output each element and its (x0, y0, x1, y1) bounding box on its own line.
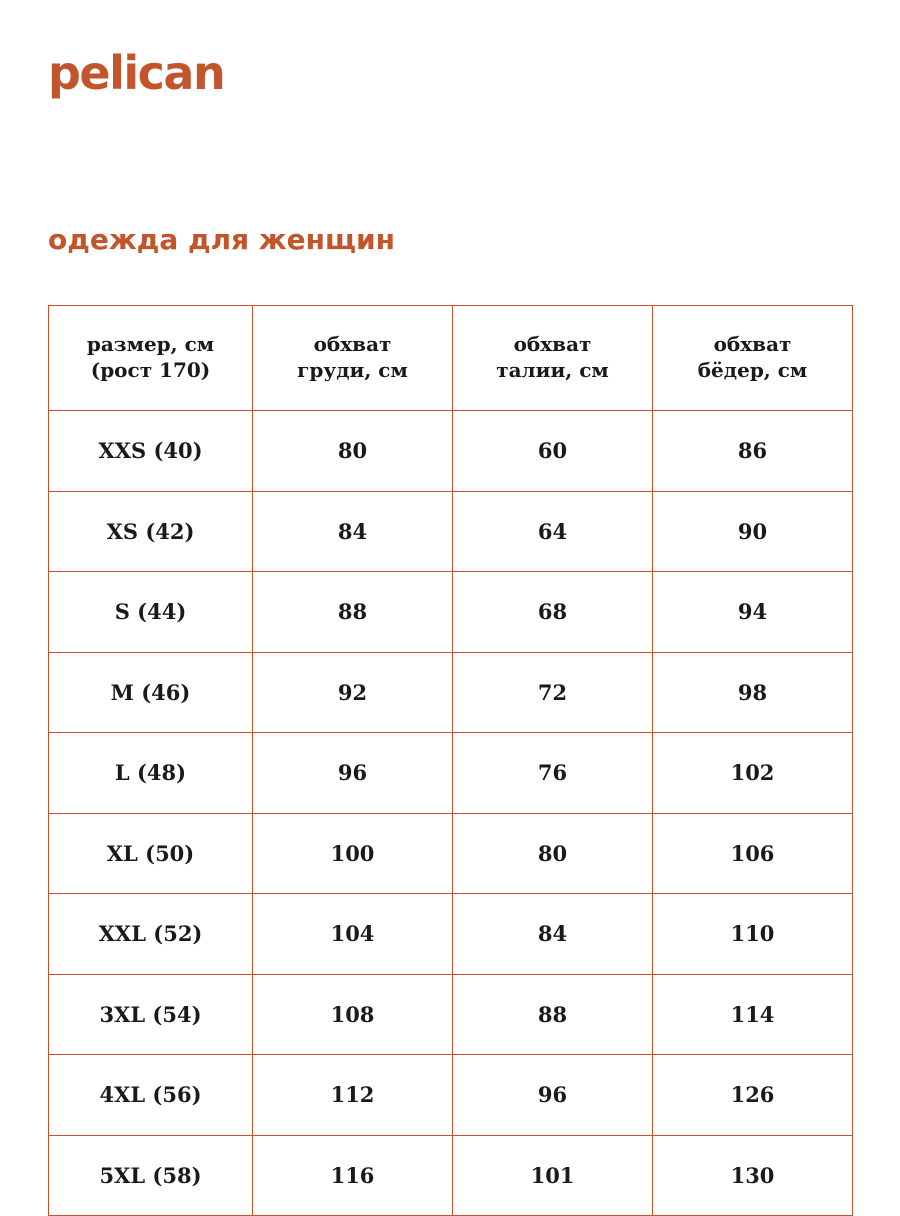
cell-chest: 96 (253, 733, 453, 814)
cell-size: S (44) (49, 572, 253, 653)
cell-waist: 96 (453, 1055, 653, 1136)
cell-size: 3XL (54) (49, 974, 253, 1055)
table-row (49, 974, 853, 1055)
cell-hips: 86 (653, 411, 853, 492)
column-header-size-line1: размер, см (86, 332, 215, 357)
column-header-hips (653, 306, 853, 411)
column-header-chest-line2: груди, см (297, 358, 408, 382)
cell-hips: 90 (653, 491, 853, 572)
column-header-size-line2: (рост 170) (90, 358, 211, 382)
cell-waist: 68 (453, 572, 653, 653)
cell-chest: 112 (253, 1055, 453, 1136)
cell-size: L (48) (49, 733, 253, 814)
cell-waist: 80 (453, 813, 653, 894)
cell-waist: 76 (453, 733, 653, 814)
cell-waist: 60 (453, 411, 653, 492)
table-header (49, 306, 853, 411)
table-row (49, 572, 853, 653)
brand-logo: pelican (48, 46, 225, 100)
cell-hips: 98 (653, 652, 853, 733)
cell-hips: 106 (653, 813, 853, 894)
cell-hips: 102 (653, 733, 853, 814)
cell-size: XS (42) (49, 491, 253, 572)
cell-waist: 72 (453, 652, 653, 733)
cell-chest: 88 (253, 572, 453, 653)
table-row (49, 733, 853, 814)
table-row (49, 652, 853, 733)
cell-waist: 88 (453, 974, 653, 1055)
cell-chest: 104 (253, 894, 453, 975)
size-table (48, 305, 853, 1216)
cell-size: 5XL (58) (49, 1135, 253, 1216)
column-header-hips-line1: обхват (713, 332, 792, 357)
column-header-waist (453, 306, 653, 411)
size-table-container (48, 305, 852, 1216)
cell-size: XL (50) (49, 813, 253, 894)
cell-size: 4XL (56) (49, 1055, 253, 1136)
cell-waist: 84 (453, 894, 653, 975)
cell-chest: 80 (253, 411, 453, 492)
cell-size: XXL (52) (49, 894, 253, 975)
table-row (49, 411, 853, 492)
table-header-row (49, 306, 853, 411)
table-row (49, 894, 853, 975)
table-body (49, 411, 853, 1216)
cell-waist: 64 (453, 491, 653, 572)
cell-chest: 108 (253, 974, 453, 1055)
cell-chest: 92 (253, 652, 453, 733)
column-header-hips-line2: бёдер, см (697, 358, 808, 382)
column-header-chest (253, 306, 453, 411)
cell-hips: 94 (653, 572, 853, 653)
column-header-waist-line1: обхват (513, 332, 592, 357)
cell-hips: 126 (653, 1055, 853, 1136)
cell-hips: 110 (653, 894, 853, 975)
column-header-size (49, 306, 253, 411)
table-row (49, 491, 853, 572)
column-header-waist-line2: талии, см (496, 358, 609, 382)
table-row (49, 1055, 853, 1136)
cell-hips: 114 (653, 974, 853, 1055)
table-row (49, 813, 853, 894)
cell-size: M (46) (49, 652, 253, 733)
page-title: одежда для женщин (48, 223, 395, 256)
cell-chest: 116 (253, 1135, 453, 1216)
cell-size: XXS (40) (49, 411, 253, 492)
column-header-chest-line1: обхват (313, 332, 392, 357)
cell-hips: 130 (653, 1135, 853, 1216)
cell-chest: 100 (253, 813, 453, 894)
cell-chest: 84 (253, 491, 453, 572)
cell-waist: 101 (453, 1135, 653, 1216)
table-row (49, 1135, 853, 1216)
